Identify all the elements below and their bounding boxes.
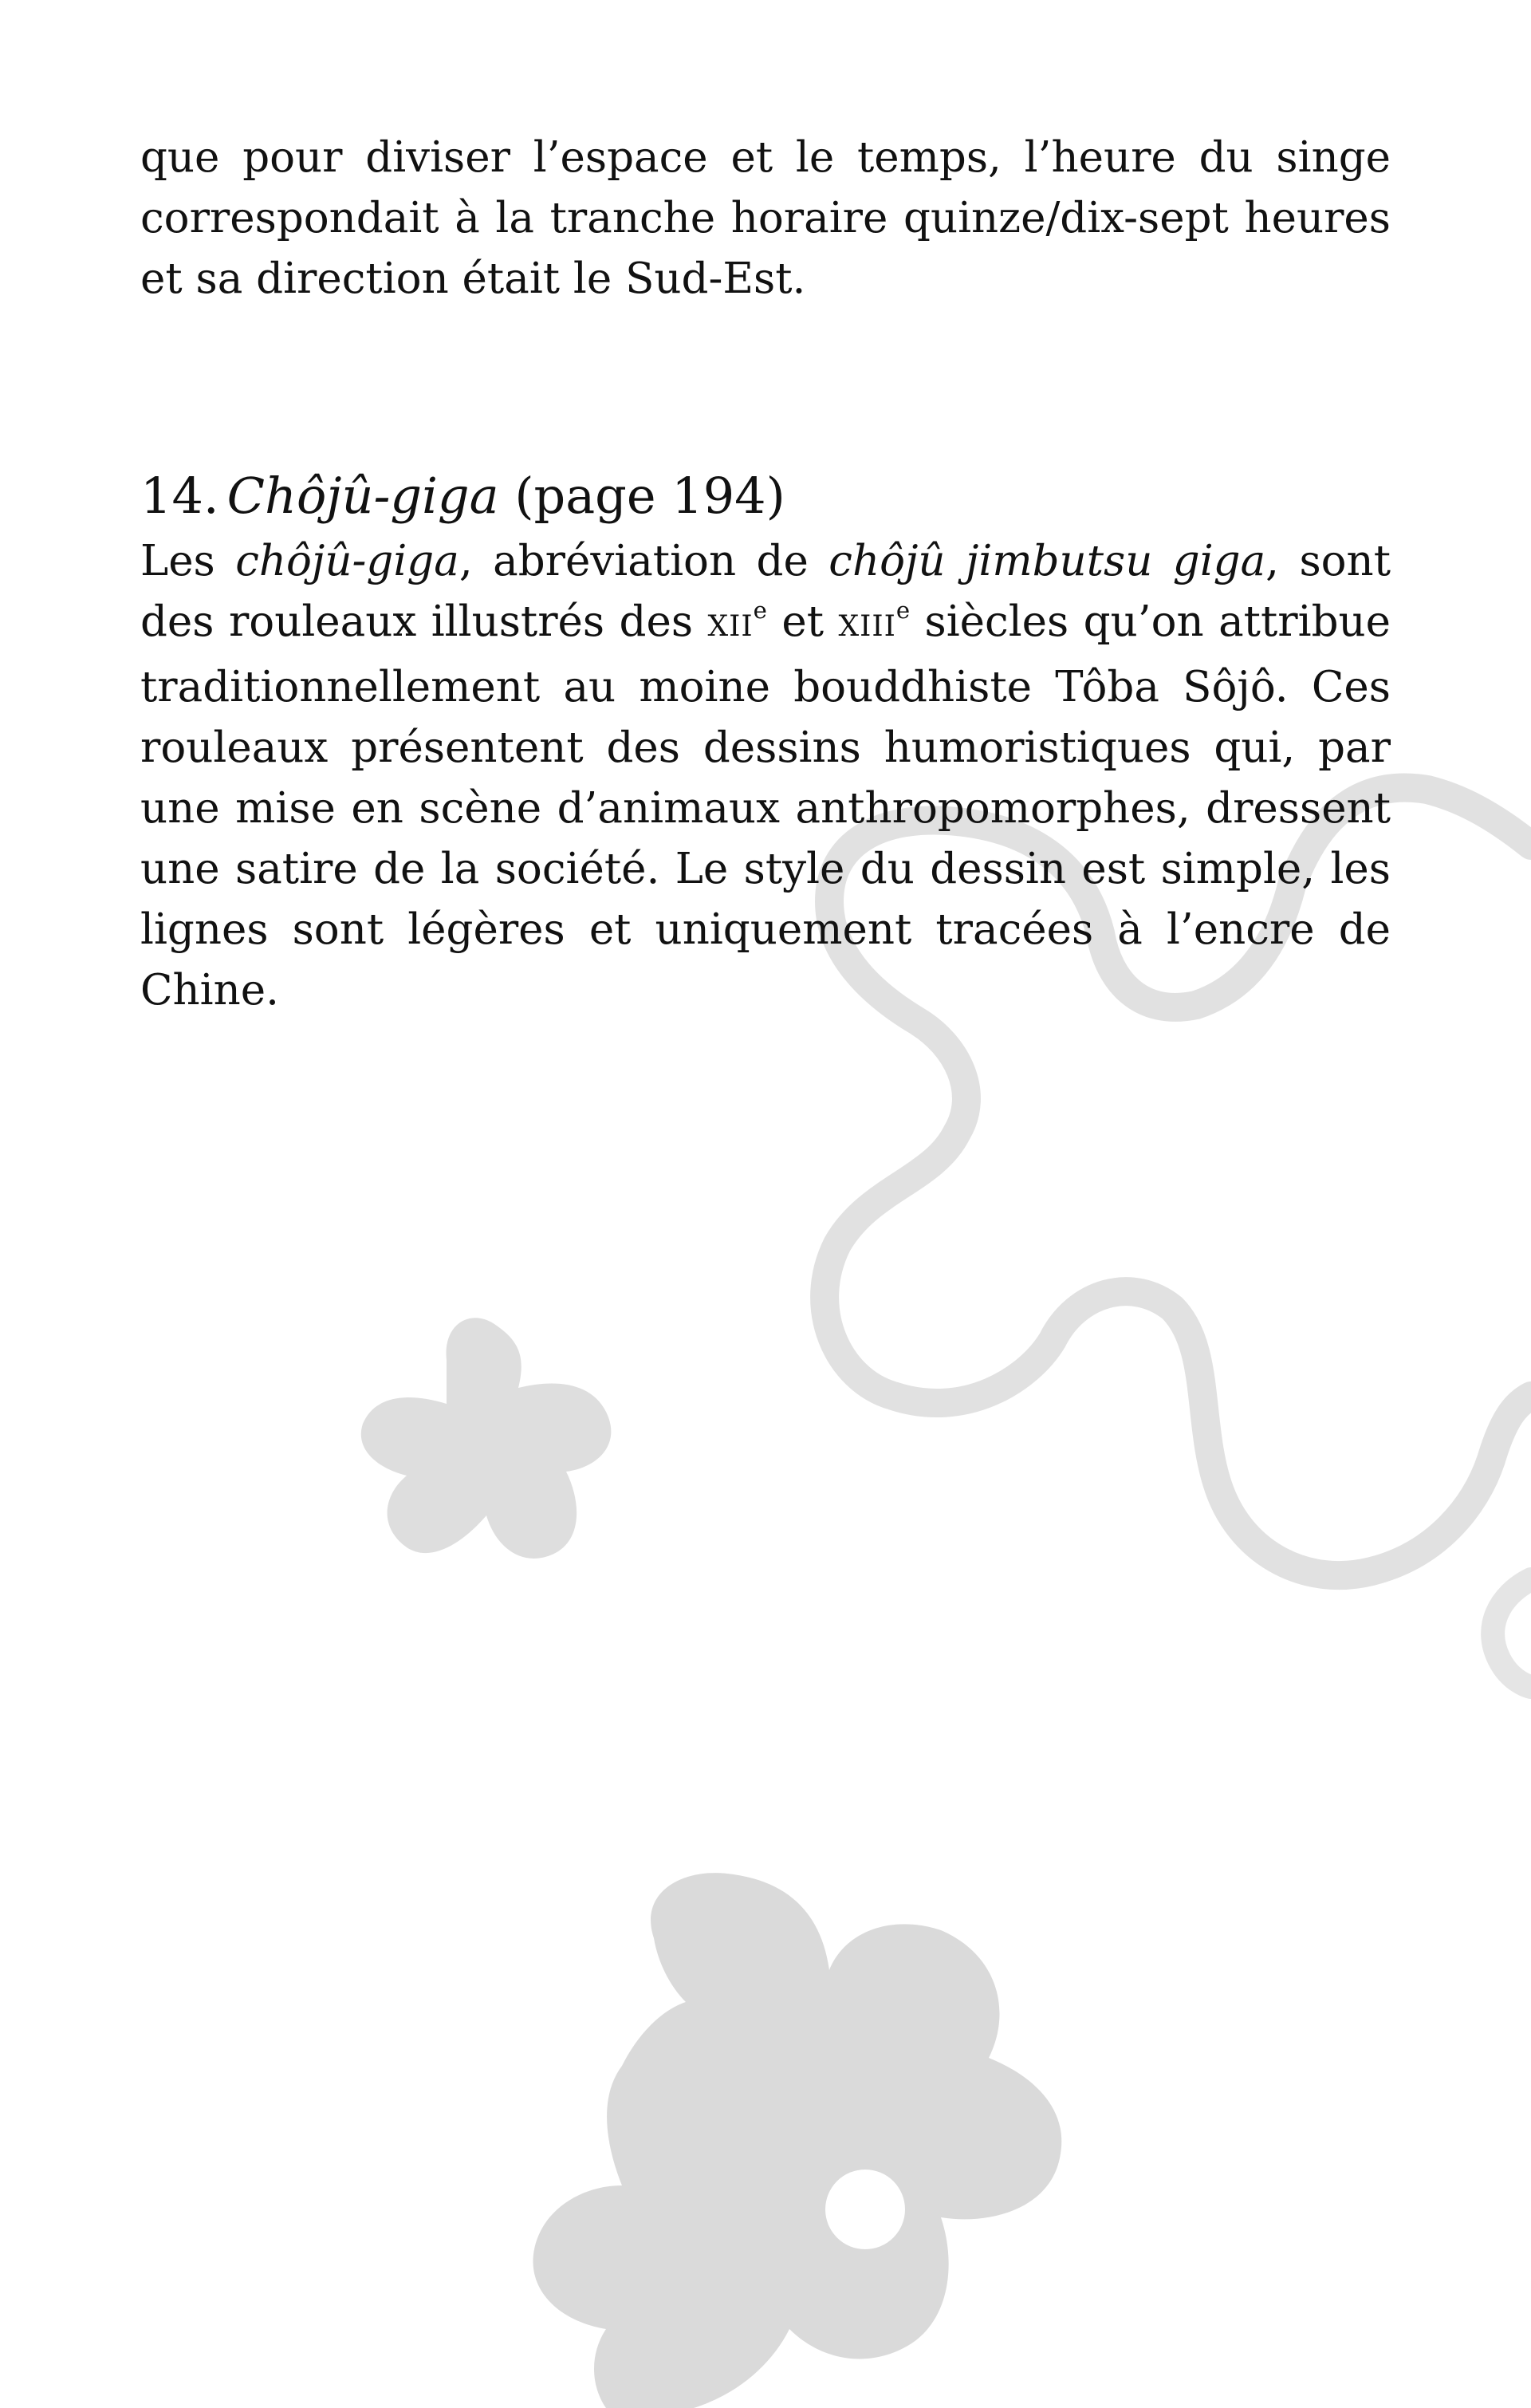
section-title: Chôjû-giga (226, 467, 499, 525)
body-text: , sont des rouleaux illustrés des (140, 537, 1391, 646)
century-numeral: XIII (838, 610, 896, 643)
body-term: chôjû-giga (235, 537, 459, 585)
small-flower-icon (361, 1318, 612, 1559)
century-numeral: XII (707, 610, 754, 643)
page-content (140, 128, 1391, 1021)
section-number: 14. (140, 467, 219, 525)
body-text: siècles qu’on attribue traditionnellement au moine bouddhiste Tôba Sôjô. Ces rouleaux présentent des dessins humoristiques qui, par une mise en scène d’animaux anthropomorphes, dressent une satire de la société. Le style du dessin est simple, les lignes sont légères et uniquement tracées à l’encre de Chine. (140, 597, 1391, 1015)
century-suffix: e (895, 597, 911, 625)
body-text: Les (140, 537, 236, 585)
section-body-paragraph (140, 531, 1391, 1021)
body-term: chôjû jimbutsu giga (828, 537, 1266, 585)
body-text: et (766, 597, 839, 646)
century-suffix: e (753, 597, 767, 625)
flower-center-icon (825, 2170, 905, 2249)
body-text: , abréviation de (459, 537, 829, 585)
flower-curl-icon (1493, 1579, 1531, 1687)
section-page-ref: (page 194) (514, 467, 785, 525)
bottom-flower-icon (533, 1873, 1061, 2408)
section-heading (140, 461, 1391, 531)
intro-paragraph: que pour diviser l’espace et le temps, l’heure du singe correspondait à la tranche horaire quinze/dix-sept heures et sa direction était le Sud-Est. (140, 133, 1391, 303)
